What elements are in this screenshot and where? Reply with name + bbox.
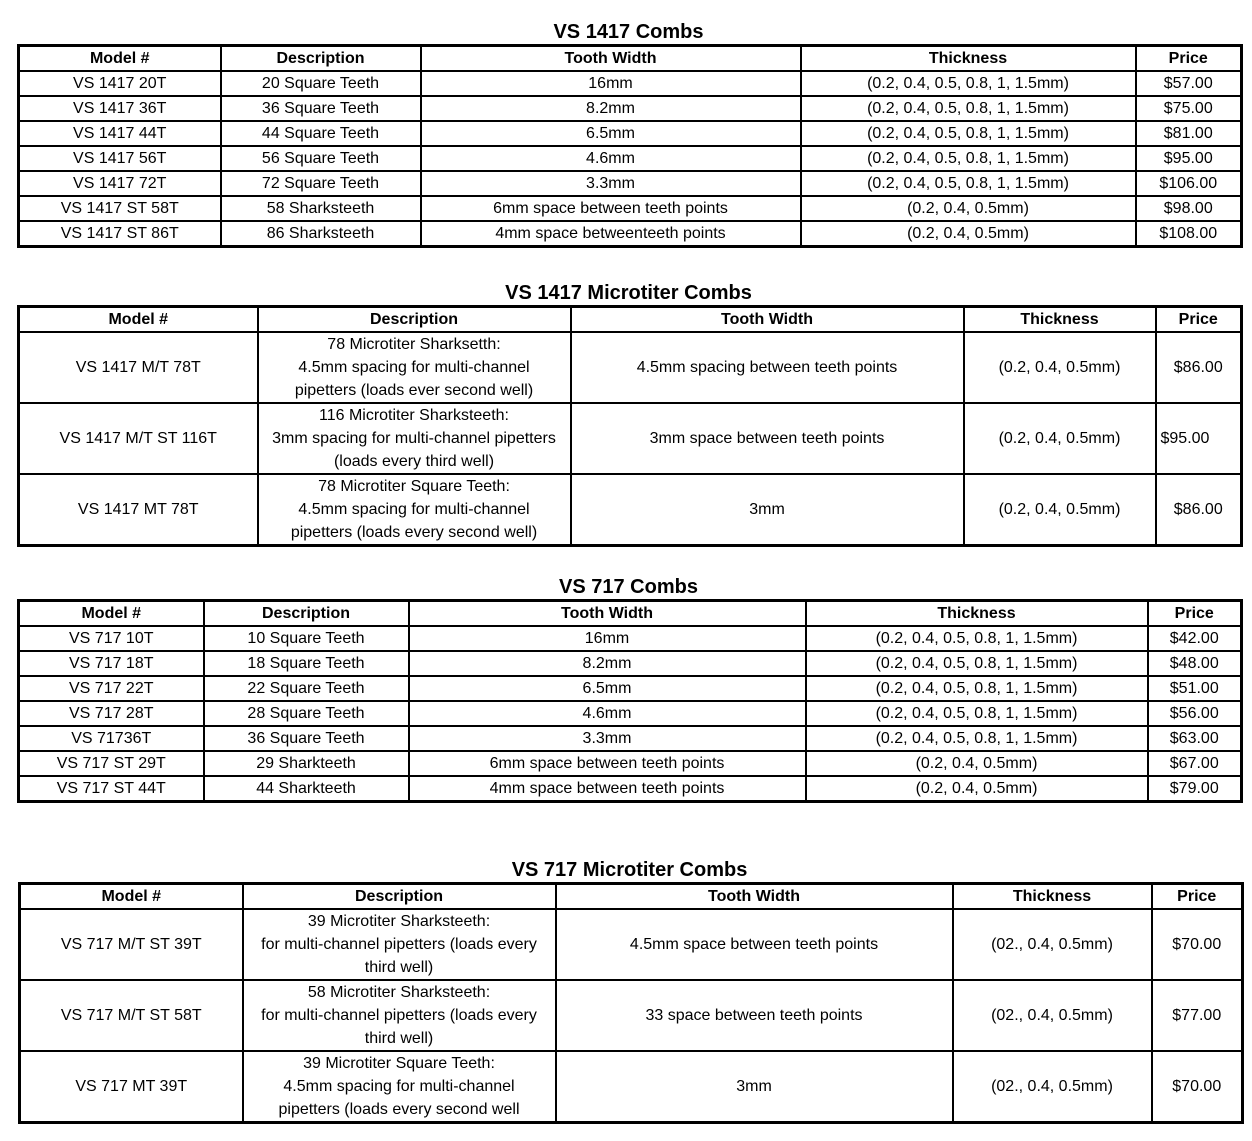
cell-model: VS 1417 56T <box>19 146 221 171</box>
cell-price: $81.00 <box>1136 121 1242 146</box>
cell-tooth-width: 8.2mm <box>409 651 806 676</box>
cell-thickness: (0.2, 0.4, 0.5mm) <box>806 776 1148 802</box>
cell-description: 56 Square Teeth <box>221 146 421 171</box>
cell-price: $79.00 <box>1148 776 1242 802</box>
cell-tooth-width: 4mm space betweenteeth points <box>421 221 801 247</box>
header-price: Price <box>1152 884 1243 910</box>
description-line: pipetters (loads every second well) <box>290 524 538 541</box>
table-row <box>20 1051 1243 1123</box>
cell-tooth-width: 4mm space between teeth points <box>409 776 806 802</box>
table-row <box>19 776 1242 802</box>
section-title: VS 1417 Microtiter Combs <box>505 282 752 304</box>
section-vs717-combs <box>17 575 1240 803</box>
cell-description: 44 Sharkteeth <box>204 776 409 802</box>
cell-thickness: (0.2, 0.4, 0.5, 0.8, 1, 1.5mm) <box>806 676 1148 701</box>
header-price: Price <box>1148 601 1242 627</box>
table-row <box>19 626 1242 651</box>
header-tooth-width: Tooth Width <box>556 884 953 910</box>
description-line: 4.5mm spacing for multi-channel <box>298 359 530 376</box>
cell-thickness: (0.2, 0.4, 0.5, 0.8, 1, 1.5mm) <box>801 146 1136 171</box>
header-description: Description <box>204 601 409 627</box>
cell-tooth-width: 6.5mm <box>421 121 801 146</box>
description-line: 4.5mm spacing for multi-channel <box>283 1078 515 1095</box>
cell-description: 29 Sharkteeth <box>204 751 409 776</box>
cell-tooth-width: 4.6mm <box>421 146 801 171</box>
cell-price: $95.00 <box>1156 403 1242 474</box>
cell-description: 86 Sharksteeth <box>221 221 421 247</box>
cell-description: 44 Square Teeth <box>221 121 421 146</box>
price-table <box>18 882 1244 1124</box>
header-thickness: Thickness <box>806 601 1148 627</box>
description-line: 116 Microtiter Sharksteeth: <box>318 407 509 424</box>
cell-description: 36 Square Teeth <box>221 96 421 121</box>
cell-price: $48.00 <box>1148 651 1242 676</box>
cell-description: 20 Square Teeth <box>221 71 421 96</box>
header-tooth-width: Tooth Width <box>409 601 806 627</box>
cell-price: $63.00 <box>1148 726 1242 751</box>
cell-price: $70.00 <box>1152 1051 1243 1123</box>
table-row <box>19 726 1242 751</box>
cell-description: 28 Square Teeth <box>204 701 409 726</box>
cell-thickness: (0.2, 0.4, 0.5, 0.8, 1, 1.5mm) <box>806 651 1148 676</box>
description-line: 4.5mm spacing for multi-channel <box>298 501 530 518</box>
cell-thickness: (0.2, 0.4, 0.5, 0.8, 1, 1.5mm) <box>801 121 1136 146</box>
cell-price: $98.00 <box>1136 196 1242 221</box>
cell-description <box>243 909 556 980</box>
description-line: (loads every third well) <box>333 453 495 470</box>
cell-price: $57.00 <box>1136 71 1242 96</box>
price-table <box>17 305 1243 547</box>
cell-model: VS 717 ST 44T <box>19 776 204 802</box>
section-title: VS 717 Microtiter Combs <box>511 859 748 881</box>
cell-description: 10 Square Teeth <box>204 626 409 651</box>
cell-tooth-width: 16mm <box>409 626 806 651</box>
header-tooth-width: Tooth Width <box>421 46 801 72</box>
description-line: third well) <box>364 959 434 976</box>
cell-price: $106.00 <box>1136 171 1242 196</box>
description-line: 78 Microtiter Sharksetth: <box>327 336 501 353</box>
cell-price: $77.00 <box>1152 980 1243 1051</box>
table-row <box>19 474 1242 546</box>
cell-tooth-width: 4.6mm <box>409 701 806 726</box>
cell-price: $108.00 <box>1136 221 1242 247</box>
cell-model: VS 717 M/T ST 58T <box>20 980 243 1051</box>
cell-price: $86.00 <box>1156 332 1242 403</box>
cell-description <box>258 474 571 546</box>
description-line: pipetters (loads ever second well) <box>294 382 534 399</box>
table-row <box>19 121 1242 146</box>
cell-thickness: (0.2, 0.4, 0.5, 0.8, 1, 1.5mm) <box>806 626 1148 651</box>
header-price: Price <box>1136 46 1242 72</box>
table-header-row <box>20 884 1243 910</box>
cell-model: VS 1417 M/T 78T <box>19 332 258 403</box>
header-description: Description <box>221 46 421 72</box>
section-vs1417-microtiter-combs <box>17 281 1240 547</box>
cell-price: $70.00 <box>1152 909 1243 980</box>
description-line: pipetters (loads every second well <box>278 1101 520 1118</box>
header-thickness: Thickness <box>953 884 1152 910</box>
cell-description <box>243 980 556 1051</box>
header-model: Model # <box>19 307 258 333</box>
cell-model: VS 71736T <box>19 726 204 751</box>
cell-tooth-width: 3mm <box>571 474 964 546</box>
cell-description <box>258 332 571 403</box>
cell-description: 18 Square Teeth <box>204 651 409 676</box>
table-row <box>19 171 1242 196</box>
cell-model: VS 717 MT 39T <box>20 1051 243 1123</box>
cell-thickness: (02., 0.4, 0.5mm) <box>953 1051 1152 1123</box>
header-price: Price <box>1156 307 1242 333</box>
cell-price: $56.00 <box>1148 701 1242 726</box>
table-header-row <box>19 46 1242 72</box>
cell-price: $42.00 <box>1148 626 1242 651</box>
header-model: Model # <box>20 884 243 910</box>
cell-price: $86.00 <box>1156 474 1242 546</box>
cell-thickness: (02., 0.4, 0.5mm) <box>953 909 1152 980</box>
cell-description <box>243 1051 556 1123</box>
header-model: Model # <box>19 46 221 72</box>
cell-tooth-width: 4.5mm space between teeth points <box>556 909 953 980</box>
table-row <box>19 71 1242 96</box>
section-vs717-microtiter-combs <box>18 858 1241 1124</box>
table-row <box>19 676 1242 701</box>
table-row <box>19 221 1242 247</box>
cell-thickness: (0.2, 0.4, 0.5, 0.8, 1, 1.5mm) <box>806 701 1148 726</box>
cell-model: VS 1417 ST 58T <box>19 196 221 221</box>
header-description: Description <box>243 884 556 910</box>
section-title: VS 1417 Combs <box>553 21 704 43</box>
table-row <box>20 909 1243 980</box>
header-thickness: Thickness <box>964 307 1156 333</box>
cell-description: 58 Sharksteeth <box>221 196 421 221</box>
table-header-row <box>19 307 1242 333</box>
description-line: 78 Microtiter Square Teeth: <box>318 478 510 495</box>
cell-thickness: (0.2, 0.4, 0.5, 0.8, 1, 1.5mm) <box>806 726 1148 751</box>
description-line: third well) <box>364 1030 434 1047</box>
description-line: 39 Microtiter Sharksteeth: <box>307 913 491 930</box>
cell-model: VS 1417 36T <box>19 96 221 121</box>
price-table <box>17 44 1243 248</box>
header-model: Model # <box>19 601 204 627</box>
price-table <box>17 599 1243 803</box>
cell-model: VS 1417 MT 78T <box>19 474 258 546</box>
cell-tooth-width: 6.5mm <box>409 676 806 701</box>
cell-price: $95.00 <box>1136 146 1242 171</box>
table-row <box>19 196 1242 221</box>
table-row <box>20 980 1243 1051</box>
cell-description: 36 Square Teeth <box>204 726 409 751</box>
cell-thickness: (02., 0.4, 0.5mm) <box>953 980 1152 1051</box>
cell-thickness: (0.2, 0.4, 0.5, 0.8, 1, 1.5mm) <box>801 71 1136 96</box>
table-row <box>19 651 1242 676</box>
cell-thickness: (0.2, 0.4, 0.5, 0.8, 1, 1.5mm) <box>801 96 1136 121</box>
cell-model: VS 1417 72T <box>19 171 221 196</box>
description-line: 3mm spacing for multi-channel pipetters <box>272 430 556 447</box>
cell-tooth-width: 6mm space between teeth points <box>421 196 801 221</box>
table-row <box>19 751 1242 776</box>
cell-model: VS 717 10T <box>19 626 204 651</box>
table-row <box>19 332 1242 403</box>
description-line: for multi-channel pipetters (loads every <box>261 936 537 953</box>
cell-description <box>258 403 571 474</box>
cell-thickness: (0.2, 0.4, 0.5mm) <box>806 751 1148 776</box>
table-row <box>19 403 1242 474</box>
cell-thickness: (0.2, 0.4, 0.5mm) <box>964 332 1156 403</box>
cell-price: $67.00 <box>1148 751 1242 776</box>
description-line: 58 Microtiter Sharksteeth: <box>307 984 491 1001</box>
cell-tooth-width: 3mm space between teeth points <box>571 403 964 474</box>
cell-thickness: (0.2, 0.4, 0.5mm) <box>801 196 1136 221</box>
cell-tooth-width: 33 space between teeth points <box>556 980 953 1051</box>
description-line: for multi-channel pipetters (loads every <box>261 1007 537 1024</box>
cell-price: $51.00 <box>1148 676 1242 701</box>
cell-thickness: (0.2, 0.4, 0.5mm) <box>964 403 1156 474</box>
cell-price: $75.00 <box>1136 96 1242 121</box>
cell-description: 72 Square Teeth <box>221 171 421 196</box>
table-row <box>19 96 1242 121</box>
cell-model: VS 1417 44T <box>19 121 221 146</box>
cell-tooth-width: 8.2mm <box>421 96 801 121</box>
cell-model: VS 717 M/T ST 39T <box>20 909 243 980</box>
cell-model: VS 717 18T <box>19 651 204 676</box>
cell-tooth-width: 6mm space between teeth points <box>409 751 806 776</box>
header-thickness: Thickness <box>801 46 1136 72</box>
header-description: Description <box>258 307 571 333</box>
cell-model: VS 717 28T <box>19 701 204 726</box>
description-line: 39 Microtiter Square Teeth: <box>303 1055 495 1072</box>
cell-model: VS 717 ST 29T <box>19 751 204 776</box>
cell-tooth-width: 3mm <box>556 1051 953 1123</box>
cell-model: VS 1417 20T <box>19 71 221 96</box>
cell-model: VS 1417 ST 86T <box>19 221 221 247</box>
cell-thickness: (0.2, 0.4, 0.5mm) <box>964 474 1156 546</box>
cell-tooth-width: 4.5mm spacing between teeth points <box>571 332 964 403</box>
section-vs1417-combs <box>17 20 1240 248</box>
section-title: VS 717 Combs <box>559 576 698 598</box>
cell-model: VS 717 22T <box>19 676 204 701</box>
cell-description: 22 Square Teeth <box>204 676 409 701</box>
cell-thickness: (0.2, 0.4, 0.5, 0.8, 1, 1.5mm) <box>801 171 1136 196</box>
cell-model: VS 1417 M/T ST 116T <box>19 403 258 474</box>
header-tooth-width: Tooth Width <box>571 307 964 333</box>
table-row <box>19 146 1242 171</box>
table-header-row <box>19 601 1242 627</box>
cell-tooth-width: 16mm <box>421 71 801 96</box>
cell-tooth-width: 3.3mm <box>421 171 801 196</box>
table-row <box>19 701 1242 726</box>
cell-thickness: (0.2, 0.4, 0.5mm) <box>801 221 1136 247</box>
cell-tooth-width: 3.3mm <box>409 726 806 751</box>
